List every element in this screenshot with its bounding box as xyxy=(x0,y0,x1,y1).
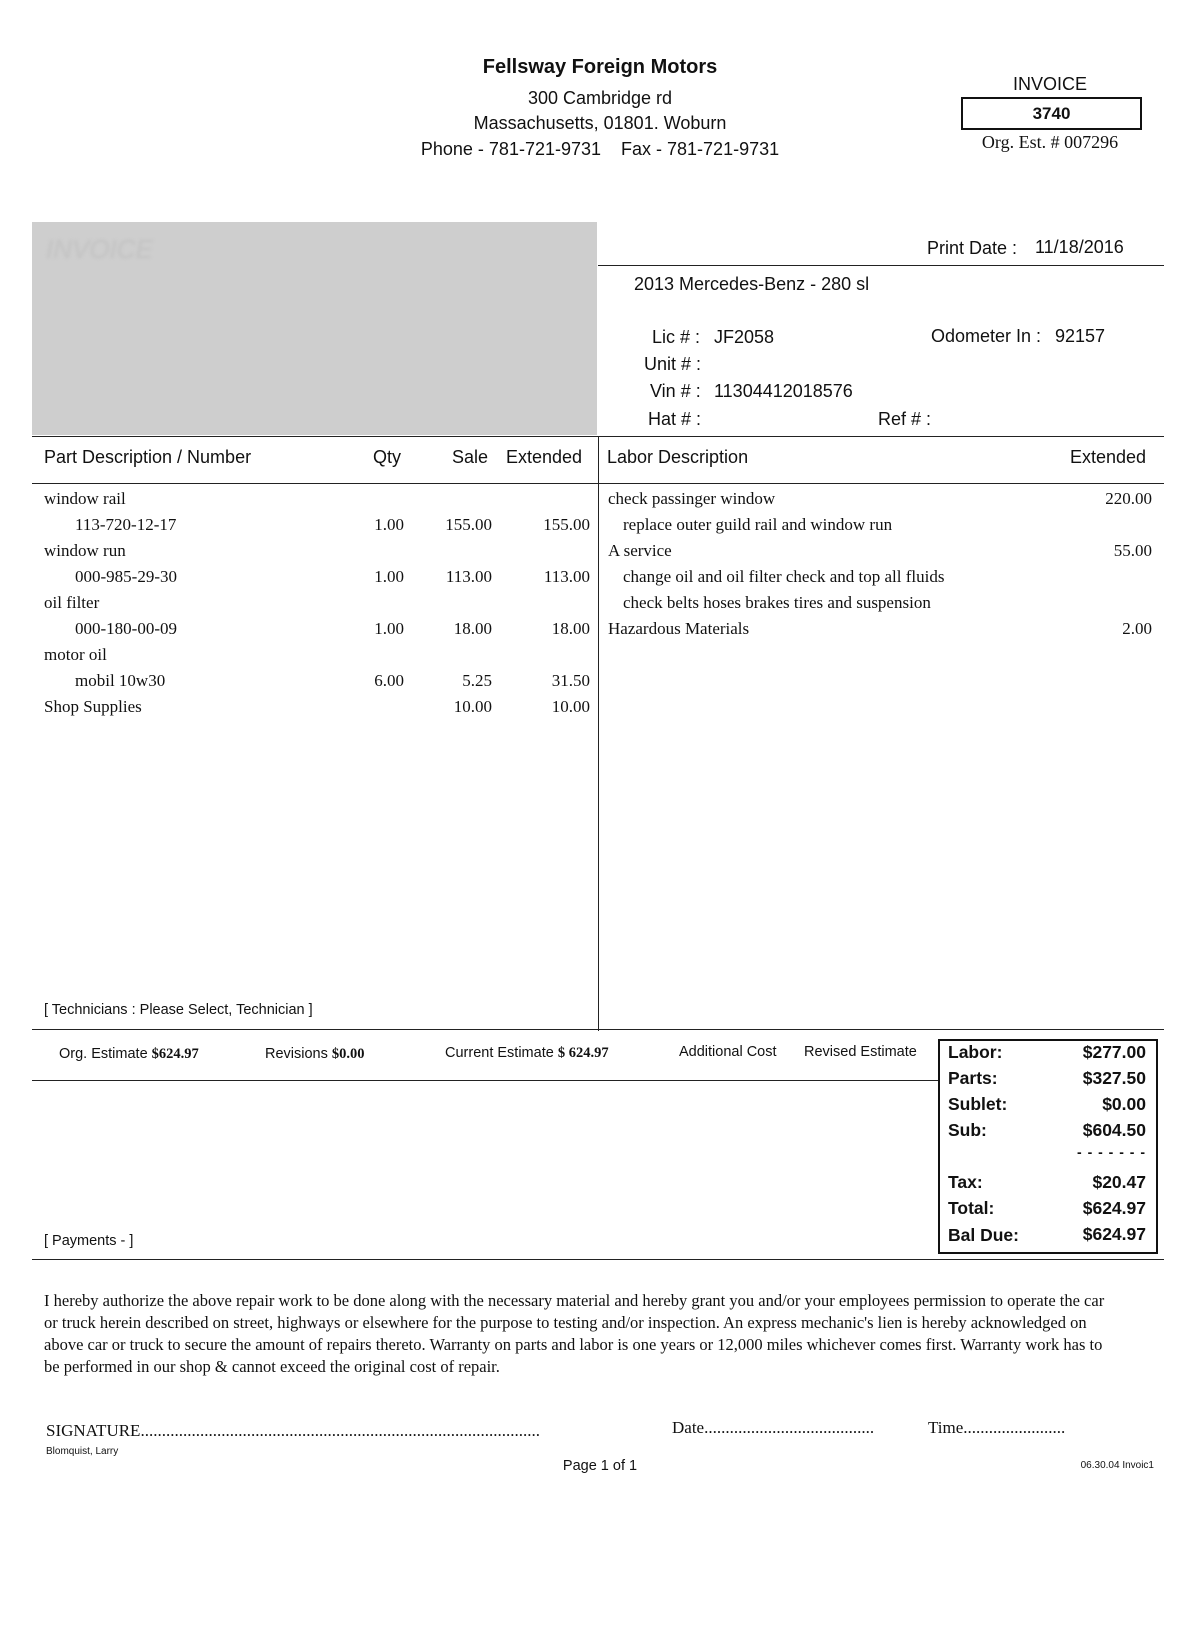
subtotal-label: Sub: xyxy=(948,1120,987,1140)
estimate-rule xyxy=(32,1080,940,1081)
redacted-ghost-title: INVOICE xyxy=(46,234,153,264)
vin-label: Vin # : xyxy=(650,381,701,401)
part-qty: 6.00 xyxy=(374,671,404,690)
time-line: Time........................ xyxy=(928,1418,1066,1437)
balance-due-label: Bal Due: xyxy=(948,1225,1019,1245)
shop-supplies-sale: 10.00 xyxy=(453,697,492,716)
current-estimate xyxy=(445,1045,609,1062)
odometer-label: Odometer In : xyxy=(931,326,1042,346)
table-divider xyxy=(598,436,599,1031)
labor-header-extended: Extended xyxy=(1070,447,1147,467)
invoice-number: 3740 xyxy=(1032,104,1071,123)
part-qty: 1.00 xyxy=(374,619,404,638)
shop-name: Fellsway Foreign Motors xyxy=(482,56,718,78)
parts-total: $327.50 xyxy=(1082,1068,1146,1088)
shop-address: 300 Cambridge rd xyxy=(527,88,673,108)
parts-header-description: Part Description / Number xyxy=(44,447,252,467)
additional-cost-label: Additional Cost xyxy=(679,1044,777,1060)
table-bottom-rule xyxy=(32,1029,1164,1030)
lic-number: JF2058 xyxy=(714,327,775,347)
vehicle-top-rule xyxy=(598,265,1164,266)
labor-line: Hazardous Materials xyxy=(608,619,750,638)
grand-total: $624.97 xyxy=(1082,1198,1146,1218)
signer-name: Blomquist, Larry xyxy=(46,1446,119,1457)
labor-extended: 2.00 xyxy=(1122,619,1152,638)
revisions xyxy=(265,1046,365,1063)
revisions-label: Revisions xyxy=(265,1046,328,1062)
page-number: Page 1 of 1 xyxy=(562,1458,638,1474)
parts-header-qty: Qty xyxy=(373,447,402,467)
current-estimate-value: $ 624.97 xyxy=(557,1045,609,1061)
odometer-value: 92157 xyxy=(1055,326,1106,346)
labor-line: check passinger window xyxy=(608,489,776,508)
part-number: 000-985-29-30 xyxy=(75,567,177,586)
part-qty: 1.00 xyxy=(374,567,404,586)
labor-line: change oil and oil filter check and top all fluids xyxy=(623,567,945,586)
shop-phone-fax: Phone - 781-721-9731 Fax - 781-721-9731 xyxy=(420,139,780,159)
date-line: Date........................................ xyxy=(672,1418,875,1437)
labor-line: A service xyxy=(608,541,672,560)
lic-label: Lic # : xyxy=(652,327,701,347)
part-extended: 18.00 xyxy=(551,619,590,638)
labor-total: $277.00 xyxy=(1082,1042,1146,1062)
shop-city: Massachusetts, 01801. Woburn xyxy=(473,113,727,133)
balance-due: $624.97 xyxy=(1082,1224,1146,1244)
vin-number: 11304412018576 xyxy=(714,381,853,401)
part-name: window run xyxy=(44,541,126,560)
parts-header-extended: Extended xyxy=(506,447,583,467)
current-estimate-label: Current Estimate xyxy=(445,1045,554,1061)
print-date-label: Print Date : xyxy=(927,238,1018,258)
part-name: oil filter xyxy=(44,593,100,612)
part-sale: 113.00 xyxy=(445,567,492,586)
vehicle-description: 2013 Mercedes-Benz - 280 sl xyxy=(634,274,870,294)
shop-supplies-extended: 10.00 xyxy=(551,697,590,716)
technicians-note: [ Technicians : Please Select, Technician ] xyxy=(44,1002,313,1018)
revisions-value: $0.00 xyxy=(331,1046,365,1062)
print-date: 11/18/2016 xyxy=(1035,237,1124,257)
labor-line: check belts hoses brakes tires and suspension xyxy=(623,593,931,612)
totals-separator: - - - - - - - xyxy=(1077,1144,1146,1160)
shop-supplies-name: Shop Supplies xyxy=(44,697,142,716)
part-number: 113-720-12-17 xyxy=(75,515,177,534)
labor-header-description: Labor Description xyxy=(607,447,749,467)
org-estimate-number: Org. Est. # 007296 xyxy=(981,132,1119,152)
part-sale: 18.00 xyxy=(453,619,492,638)
signature-line: SIGNATURE.............................................................................................. xyxy=(46,1421,540,1440)
labor-extended: 55.00 xyxy=(1113,541,1152,560)
part-qty: 1.00 xyxy=(374,515,404,534)
part-name: motor oil xyxy=(44,645,107,664)
parts-header-sale: Sale xyxy=(452,447,489,467)
labor-total-label: Labor: xyxy=(948,1042,1003,1062)
payments-note: [ Payments - ] xyxy=(44,1233,134,1249)
sublet-total: $0.00 xyxy=(1102,1094,1146,1114)
tax-label: Tax: xyxy=(948,1172,983,1192)
authorization-text: I hereby authorize the above repair work to be done along with the necessary material and hereby grant you and/or your employees permission to operate the car or truck herein described on street, highways or elsewhere for the purpose to testing and/or inspection. An express mechanic's lien is hereby acknowledged on above car or truck to secure the amount of repairs thereto. Warranty on parts and labor is one years or 12,000 miles whichever comes first. Warranty work has to be performed in our shop & cannot exceed the original cost of repair. xyxy=(44,1291,1105,1376)
redacted-customer-info xyxy=(32,222,597,435)
labor-line: replace outer guild rail and window run xyxy=(623,515,893,534)
unit-label: Unit # : xyxy=(644,354,702,374)
part-extended: 31.50 xyxy=(551,671,590,690)
tax-total: $20.47 xyxy=(1092,1172,1146,1192)
invoice-number-box xyxy=(961,97,1142,130)
part-sale: 155.00 xyxy=(445,515,492,534)
subtotal: $604.50 xyxy=(1082,1120,1146,1140)
org-estimate-value: $624.97 xyxy=(151,1046,199,1062)
org-estimate xyxy=(59,1046,199,1063)
grand-total-label: Total: xyxy=(948,1198,995,1218)
part-number: 000-180-00-09 xyxy=(75,619,177,638)
org-estimate-label: Org. Estimate xyxy=(59,1046,148,1062)
invoice-label: INVOICE xyxy=(1012,74,1087,94)
revised-estimate-label: Revised Estimate xyxy=(804,1044,917,1060)
parts-total-label: Parts: xyxy=(948,1068,998,1088)
part-extended: 155.00 xyxy=(543,515,590,534)
ref-label: Ref # : xyxy=(878,409,932,429)
part-name: window rail xyxy=(44,489,126,508)
hat-label: Hat # : xyxy=(648,409,702,429)
sublet-total-label: Sublet: xyxy=(948,1094,1008,1114)
part-sale: 5.25 xyxy=(462,671,492,690)
part-number: mobil 10w30 xyxy=(75,671,166,690)
footer-top-rule xyxy=(32,1259,1164,1260)
labor-extended: 220.00 xyxy=(1105,489,1152,508)
part-extended: 113.00 xyxy=(543,567,590,586)
form-code: 06.30.04 Invoic1 xyxy=(1080,1460,1154,1471)
